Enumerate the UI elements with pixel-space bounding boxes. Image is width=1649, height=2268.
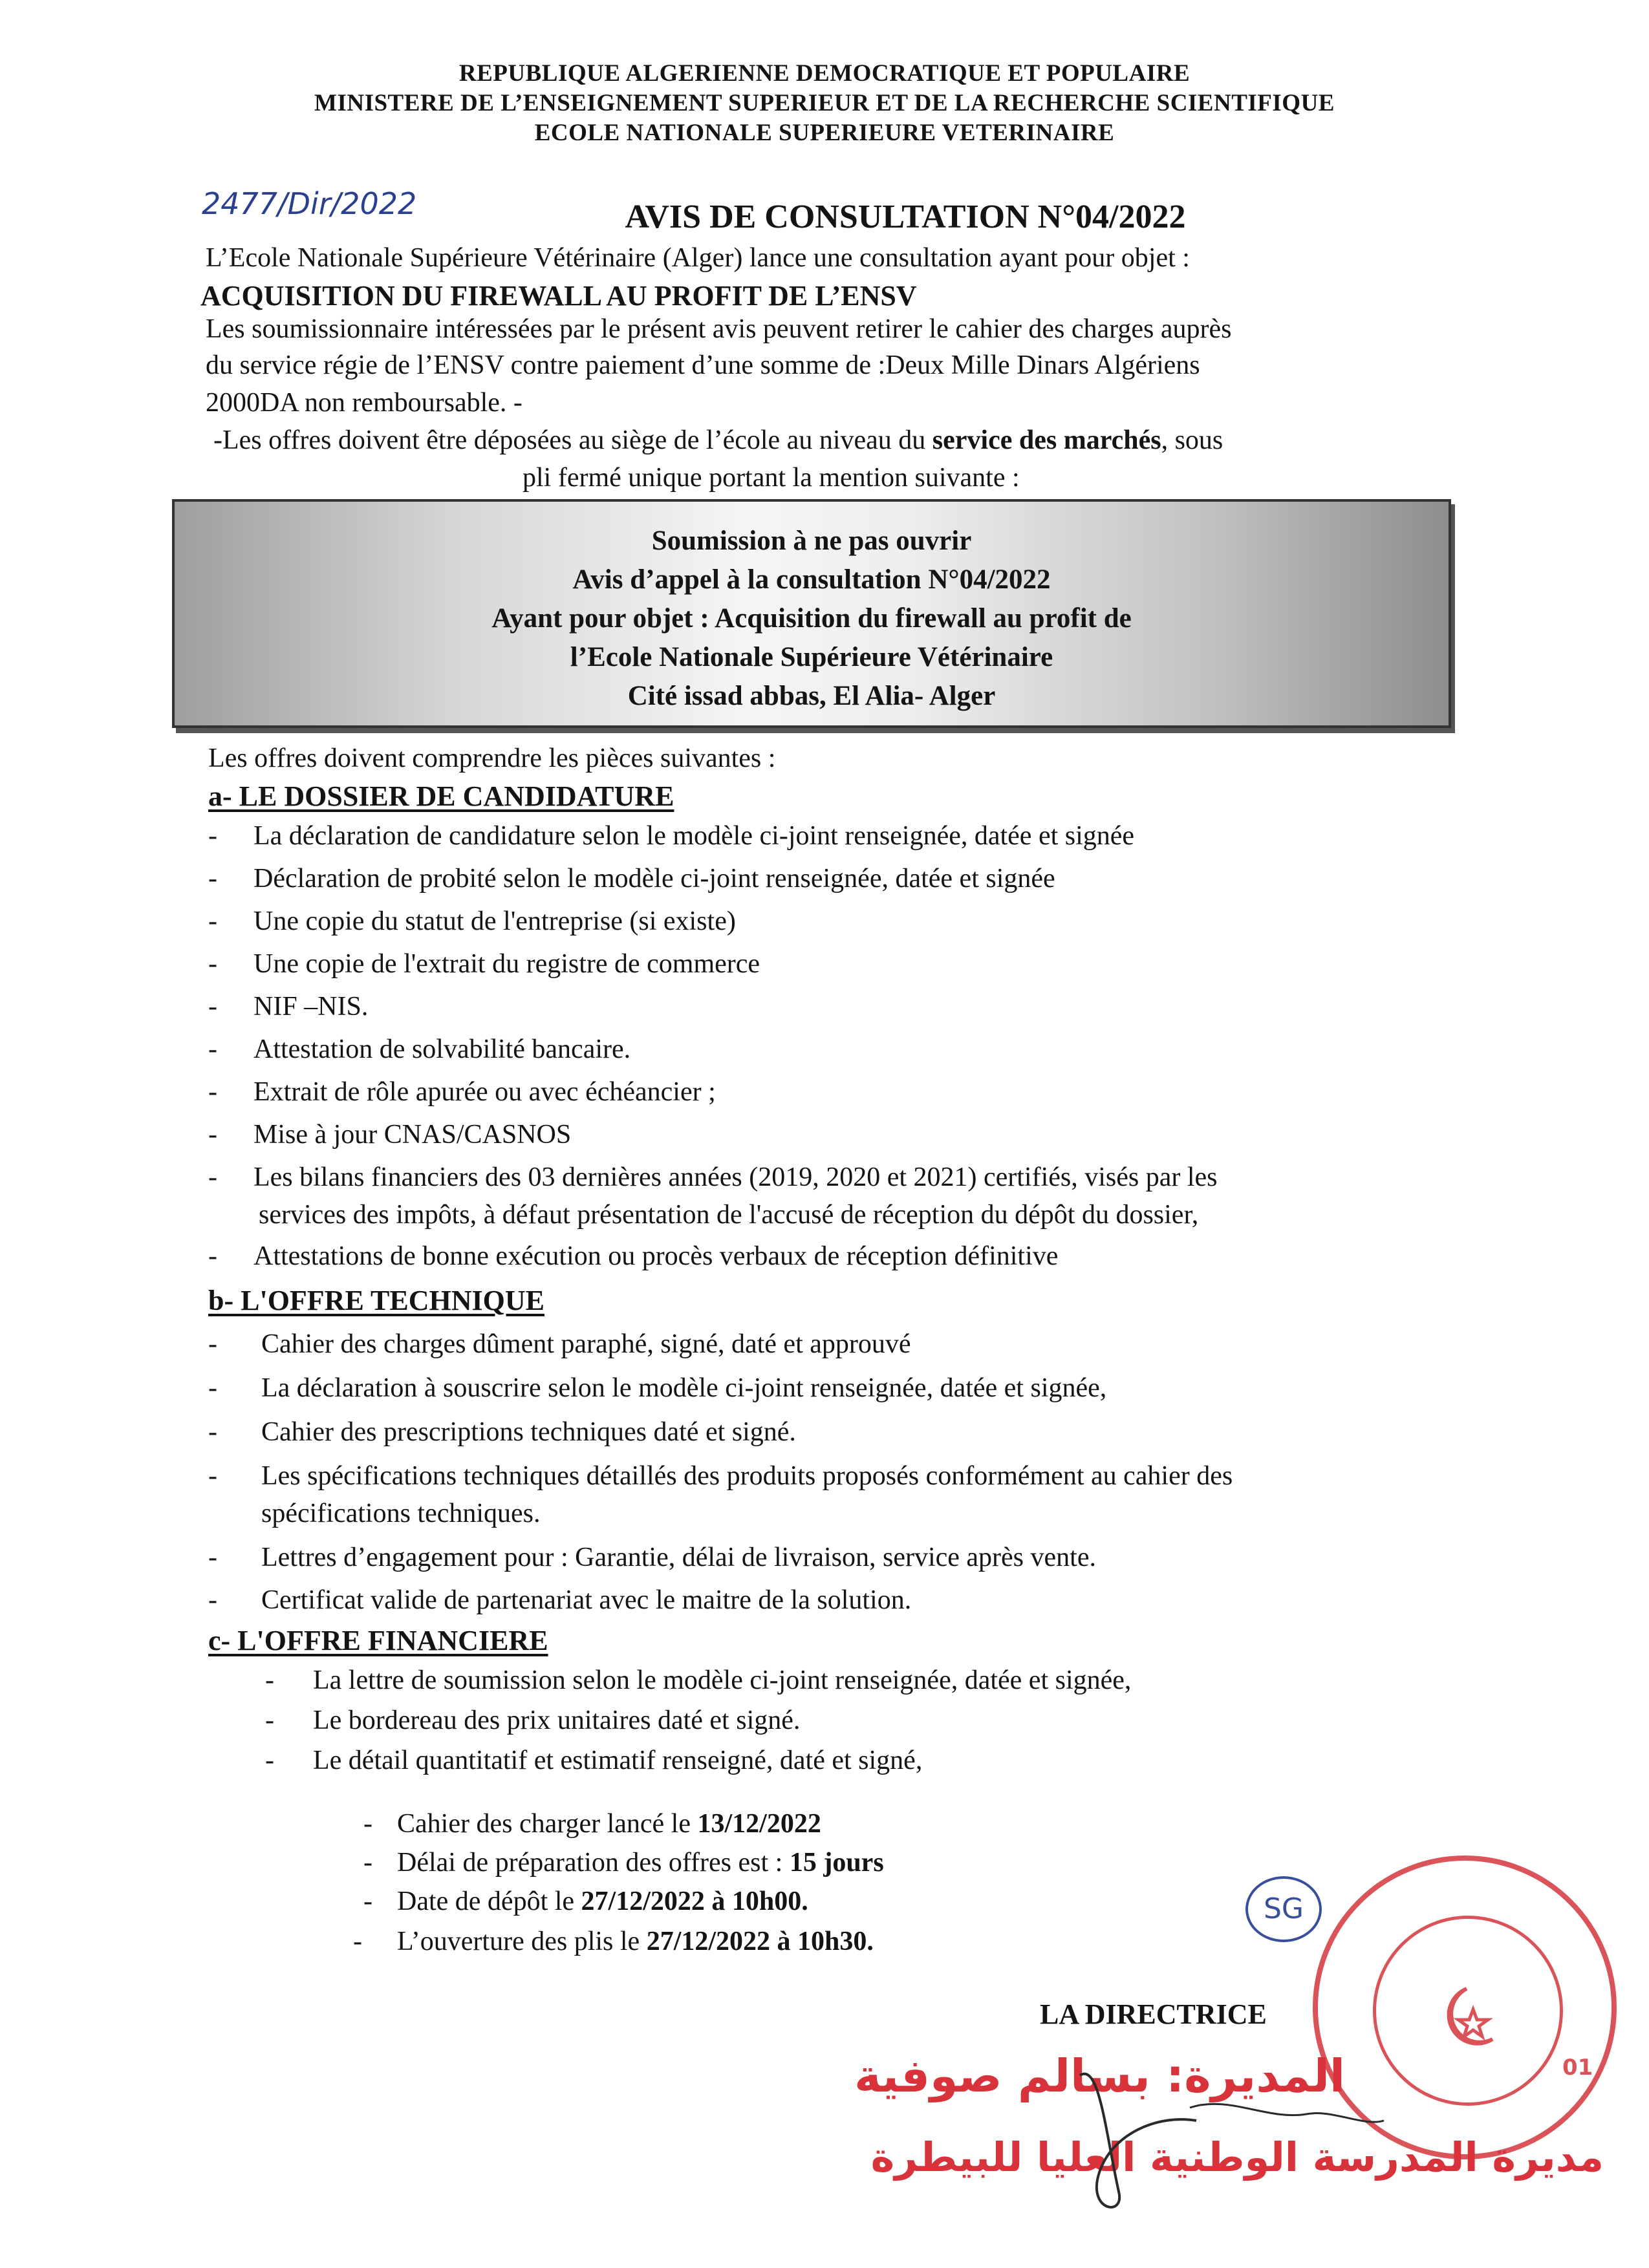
header-republic: REPUBLIQUE ALGERIENNE DEMOCRATIQUE ET POPULAIRE — [458, 60, 1191, 87]
list-item: - Mise à jour CNAS/CASNOS — [208, 1120, 572, 1150]
list-item: - Certificat valide de partenariat avec le maitre de la solution. — [208, 1585, 912, 1615]
header-ministry: MINISTERE DE L’ENSEIGNEMENT SUPERIEUR ET DE LA RECHERCHE SCIENTIFIQUE — [314, 90, 1335, 116]
signatory-role: LA DIRECTRICE — [1040, 1998, 1267, 2030]
intro-line: L’Ecole Nationale Supérieure Vétérinaire (Alger) lance une consultation ayant pour objet : — [206, 243, 1190, 273]
date-opening: - L’ouverture des plis le 27/12/2022 à 10h30. — [353, 1927, 874, 1956]
list-item: - Une copie de l'extrait du registre de commerce — [208, 949, 760, 979]
star-crescent-icon — [1428, 1984, 1505, 2055]
date-preparation: - Délai de préparation des offres est : 15 jours — [363, 1848, 884, 1878]
list-item: - Les bilans financiers des 03 dernières années (2019, 2020 et 2021) certifiés, visés par les — [208, 1162, 1218, 1192]
section-b-title: b- L'OFFRE TECHNIQUE — [208, 1285, 544, 1316]
list-item: - Attestation de solvabilité bancaire. — [208, 1034, 631, 1064]
initials-mark: SG — [1245, 1876, 1322, 1942]
list-item-continuation: services des impôts, à défaut présentation de l'accusé de réception du dépôt du dossier, — [259, 1200, 1199, 1230]
list-item: - Les spécifications techniques détaillés des produits proposés conformément au cahier des — [208, 1461, 1233, 1491]
list-item: - Le détail quantitatif et estimatif renseigné, daté et signé, — [265, 1746, 923, 1775]
arabic-school-stamp: مديرة المدرسة الوطنية العليا للبيطرة — [870, 2134, 1604, 2181]
box-line: Avis d’appel à la consultation N°04/2022 — [572, 564, 1051, 595]
list-item: - La déclaration de candidature selon le modèle ci-joint renseignée, datée et signée — [208, 821, 1135, 851]
list-item: - Cahier des charges dûment paraphé, signé, daté et approuvé — [208, 1329, 911, 1359]
list-item: - Lettres d’engagement pour : Garantie, délai de livraison, service après vente. — [208, 1543, 1096, 1572]
section-c-title: c- L'OFFRE FINANCIERE — [208, 1625, 548, 1656]
list-item: - Le bordereau des prix unitaires daté et signé. — [265, 1706, 801, 1735]
arabic-name-stamp: المديرة: بسالم صوفية — [854, 2049, 1345, 2102]
stamp-number: 01 — [1562, 2055, 1593, 2081]
box-line: l’Ecole Nationale Supérieure Vétérinaire — [570, 642, 1053, 672]
intro-line: pli fermé unique portant la mention suivante : — [523, 463, 1020, 493]
pieces-intro: Les offres doivent comprendre les pièces suivantes : — [208, 744, 776, 773]
date-launch: - Cahier des charger lancé le 13/12/2022 — [363, 1809, 821, 1839]
intro-line: -Les offres doivent être déposées au siège de l’école au niveau du service des marchés, sous — [213, 425, 1223, 455]
handwritten-reference: 2477/Dir/2022 — [202, 186, 417, 221]
intro-line: 2000DA non remboursable. - — [206, 388, 523, 418]
list-item: - Cahier des prescriptions techniques daté et signé. — [208, 1417, 796, 1447]
box-line: Soumission à ne pas ouvrir — [651, 526, 972, 556]
service-marches: service des marchés — [932, 425, 1161, 455]
intro-line: du service régie de l’ENSV contre paiement d’une somme de :Deux Mille Dinars Algériens — [206, 350, 1200, 380]
list-item: - La déclaration à souscrire selon le modèle ci-joint renseignée, datée et signée, — [208, 1373, 1107, 1403]
box-line: Ayant pour objet : Acquisition du firewall au profit de — [491, 603, 1132, 634]
list-item: - NIF –NIS. — [208, 992, 369, 1022]
list-item: - Déclaration de probité selon le modèle ci-joint renseignée, datée et signée — [208, 864, 1055, 893]
date-deposit: - Date de dépôt le 27/12/2022 à 10h00. — [363, 1887, 808, 1916]
list-item: - Extrait de rôle apurée ou avec échéancier ; — [208, 1077, 716, 1107]
list-item: - Une copie du statut de l'entreprise (si existe) — [208, 906, 736, 936]
section-a-title: a- LE DOSSIER DE CANDIDATURE — [208, 780, 674, 812]
submission-mention-box — [172, 499, 1451, 728]
list-item-continuation: spécifications techniques. — [261, 1499, 541, 1528]
intro-line: Les soumissionnaire intéressées par le présent avis peuvent retirer le cahier des charges auprès — [206, 314, 1232, 344]
handwritten-signature — [1061, 2037, 1397, 2231]
box-line: Cité issad abbas, El Alia- Alger — [627, 681, 996, 711]
list-item: - Attestations de bonne exécution ou procès verbaux de réception définitive — [208, 1241, 1059, 1271]
list-item: - La lettre de soumission selon le modèle ci-joint renseignée, datée et signée, — [265, 1665, 1132, 1695]
consultation-object: ACQUISITION DU FIREWALL AU PROFIT DE L’ENSV — [200, 280, 917, 312]
page-title: AVIS DE CONSULTATION N°04/2022 — [625, 198, 1186, 235]
header-school: ECOLE NATIONALE SUPERIEURE VETERINAIRE — [534, 120, 1115, 146]
